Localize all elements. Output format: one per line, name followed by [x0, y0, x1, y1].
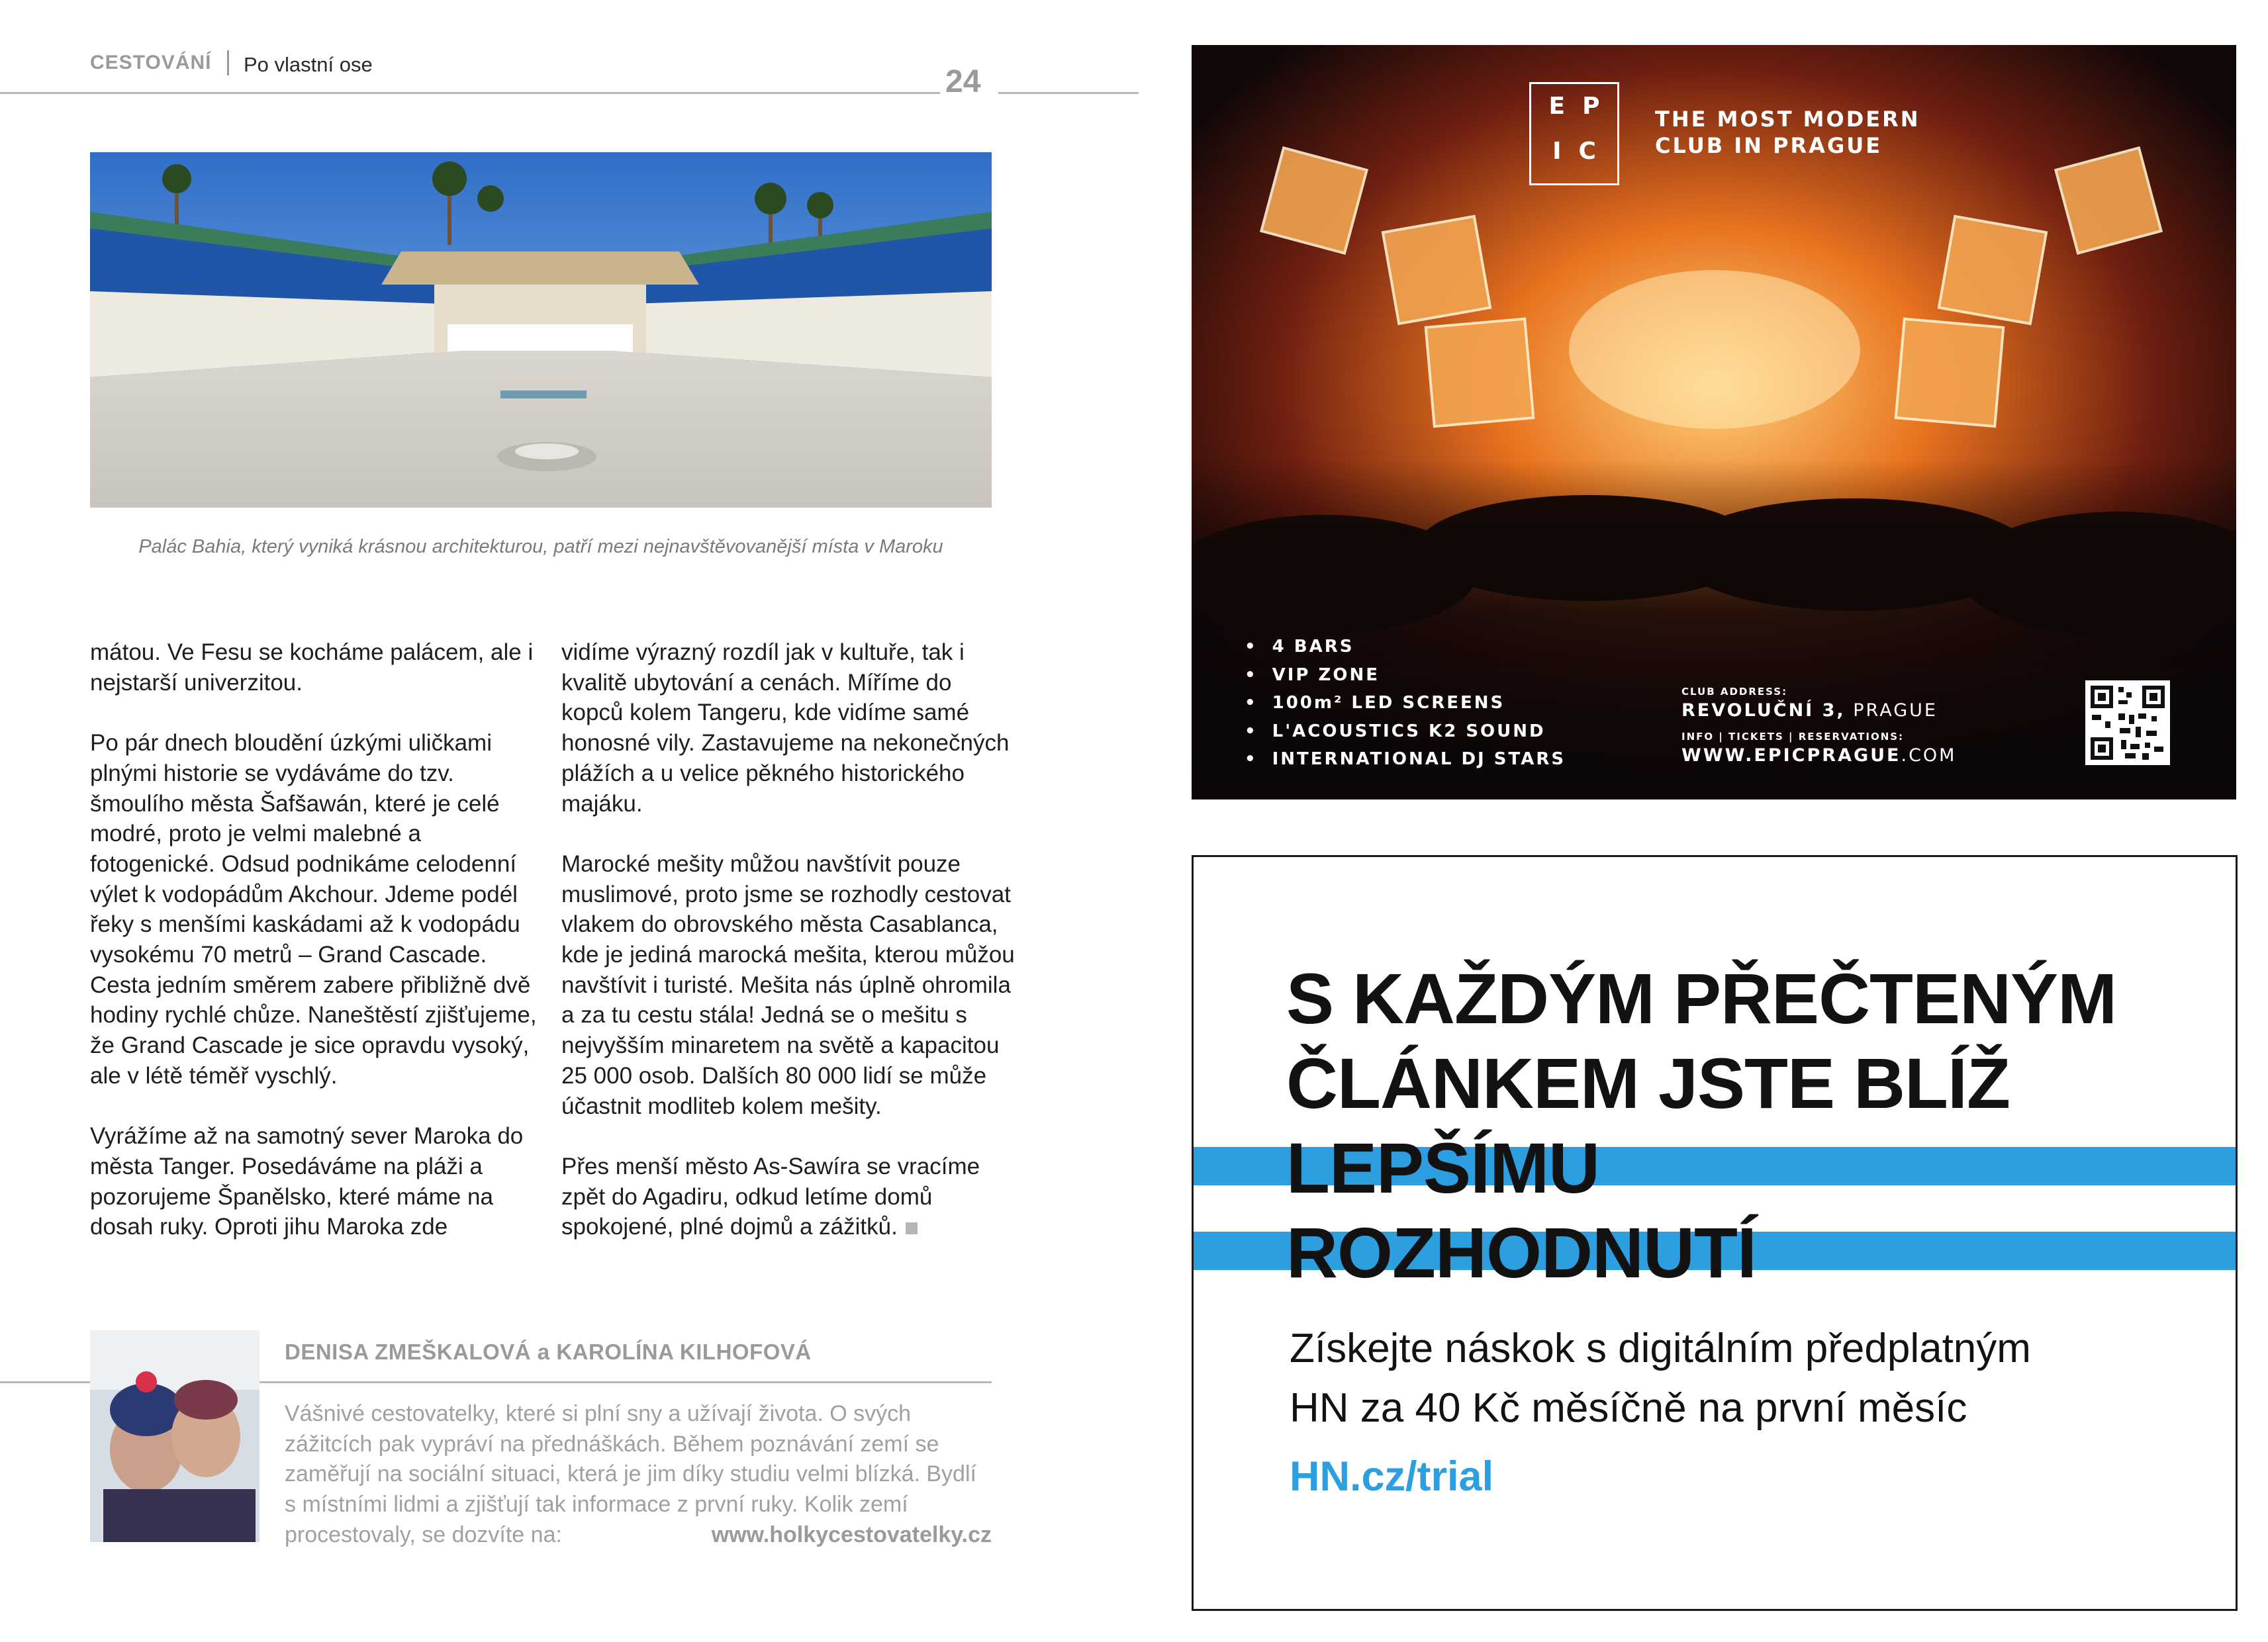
headline-line: ČLÁNKEM JSTE BLÍŽ	[1286, 1043, 2010, 1123]
palace-photo	[90, 152, 992, 508]
article-column-1	[90, 637, 547, 1273]
web-domain: WWW.EPICPRAGUE	[1681, 745, 1901, 766]
headline-line: ROZHODNUTÍ	[1286, 1212, 1756, 1293]
feature-item: • L'ACOUSTICS K2 SOUND	[1245, 717, 1566, 746]
author-names: DENISA ZMEŠKALOVÁ a KAROLÍNA KILHOFOVÁ	[285, 1340, 812, 1364]
feature-item: • VIP ZONE	[1245, 661, 1566, 690]
article-column-2	[561, 637, 1018, 1273]
paragraph: vidíme výrazný rozdíl jak v kultuře, tak i kvalitě ubytování a cenách. Míříme do kopců kolem Tangeru, kde vidíme samé honosné vily. Zastavujeme na nekonečných plážích a u velice pěkného historického majáku.	[561, 639, 1010, 817]
offer-line: Získejte náskok s digitálním předplatným	[1290, 1326, 2031, 1371]
hn-trial-link[interactable]: HN.cz/trial	[1290, 1453, 1494, 1500]
qr-code-icon[interactable]	[2085, 680, 2170, 765]
address-street: REVOLUČNÍ 3,	[1681, 700, 1846, 721]
page-number: 24	[945, 64, 981, 99]
address-label: CLUB ADDRESS:	[1681, 686, 1788, 698]
paragraph-last	[561, 1152, 1018, 1242]
paragraph-text: Přes menší město As-Sawíra se vracíme zpět do Agadiru, odkud letíme domů spokojené, plné dojmů a zážitků.	[561, 1153, 980, 1240]
author-photo	[90, 1330, 260, 1542]
logo-text: EP	[1548, 93, 1617, 120]
tagline-line: THE MOST MODERN	[1655, 107, 1920, 132]
epic-club-ad[interactable]	[1192, 45, 2236, 799]
club-website-link[interactable]	[1681, 745, 1956, 766]
header-separator	[227, 50, 229, 75]
logo-text: IC	[1552, 138, 1613, 165]
feature-item: • 100m² LED SCREENS	[1245, 689, 1566, 717]
feature-item: • 4 BARS	[1245, 633, 1566, 661]
paragraph: Marocké mešity můžou navštívit pouze muslimové, proto jsme se rozhodly cestovat vlakem do obrovského města Casablanca, kde je jediná marocká mešita, kterou můžou navštívit i turisté. Mešita nás úplně ohromila a za tu cestu stála! Jedná se o mešitu s nejvyšším minaretem na světě a kapacitou 25 000 osob. Dalších 80 000 lidí se může účastnit modliteb kolem mešity.	[561, 850, 1015, 1119]
hn-subscription-ad[interactable]	[1192, 855, 2238, 1611]
headline-line: LEPŠÍMU	[1286, 1128, 1600, 1208]
author-bio-text: Vášnivé cestovatelky, které si plní sny a užívají života. O svých zážitcích pak vypráví na přednáškách. Během poznávání zemí se zaměřují na sociální situaci, která je jim díky studiu velmi blízká. Bydlí s místními lidmi a zjišťují tak informace z první ruky. Kolik zemí procestovaly, se dozvíte na:	[285, 1401, 976, 1547]
address-city: PRAGUE	[1845, 700, 1938, 721]
paragraph: mátou. Ve Fesu se kocháme palácem, ale i nejstarší univerzitou.	[90, 639, 534, 696]
photo-caption: Palác Bahia, který vyniká krásnou architekturou, patří mezi nejnavštěvovanější místa v Maroku	[138, 536, 943, 557]
club-address	[1681, 700, 1938, 721]
feature-list	[1245, 633, 1566, 774]
author-bio	[285, 1399, 992, 1551]
info-label: INFO | TICKETS | RESERVATIONS:	[1681, 731, 1905, 743]
hn-offer-text	[1290, 1319, 2031, 1438]
header-rule	[0, 92, 940, 94]
epic-tagline	[1655, 106, 1920, 159]
header-rule-right	[998, 92, 1139, 94]
headline-line: S KAŽDÝM PŘEČTENÝM	[1286, 958, 2117, 1038]
epic-logo	[1529, 82, 1619, 185]
tagline-line: CLUB IN PRAGUE	[1655, 133, 1883, 158]
subsection-label: Po vlastní ose	[244, 53, 373, 76]
section-label: CESTOVÁNÍ	[90, 52, 212, 73]
paragraph: Po pár dnech bloudění úzkými uličkami plnými historie se vydáváme do tzv. šmoulího města Šafšawán, které je celé modré, proto je velmi malebné a fotogenické. Odsud podnikáme celodenní výlet k vodopádům Akchour. Jdeme podél řeky s menšími kaskádami až k vodopádu vysokému 70 metrů – Grand Cascade. Cesta jedním směrem zabere přibližně dvě hodiny rychlé chůze. Naneštěstí zjišťujeme, že Grand Cascade je sice opravdu vysoký, ale v létě téměř vyschlý.	[90, 730, 537, 1089]
author-website-link[interactable]: www.holkycestovatelky.cz	[711, 1522, 992, 1547]
paragraph: Vyrážíme až na samotný sever Maroka do města Tanger. Posedáváme na pláži a pozorujeme Španělsko, které máme na dosah ruky. Oproti jihu Maroka zde	[90, 1123, 524, 1240]
end-mark-icon	[906, 1222, 918, 1234]
offer-line: HN za 40 Kč měsíčně na první měsíc	[1290, 1385, 1967, 1431]
web-tld: .COM	[1901, 745, 1957, 766]
feature-item: • INTERNATIONAL DJ STARS	[1245, 745, 1566, 774]
hn-headline	[1286, 956, 2116, 1295]
